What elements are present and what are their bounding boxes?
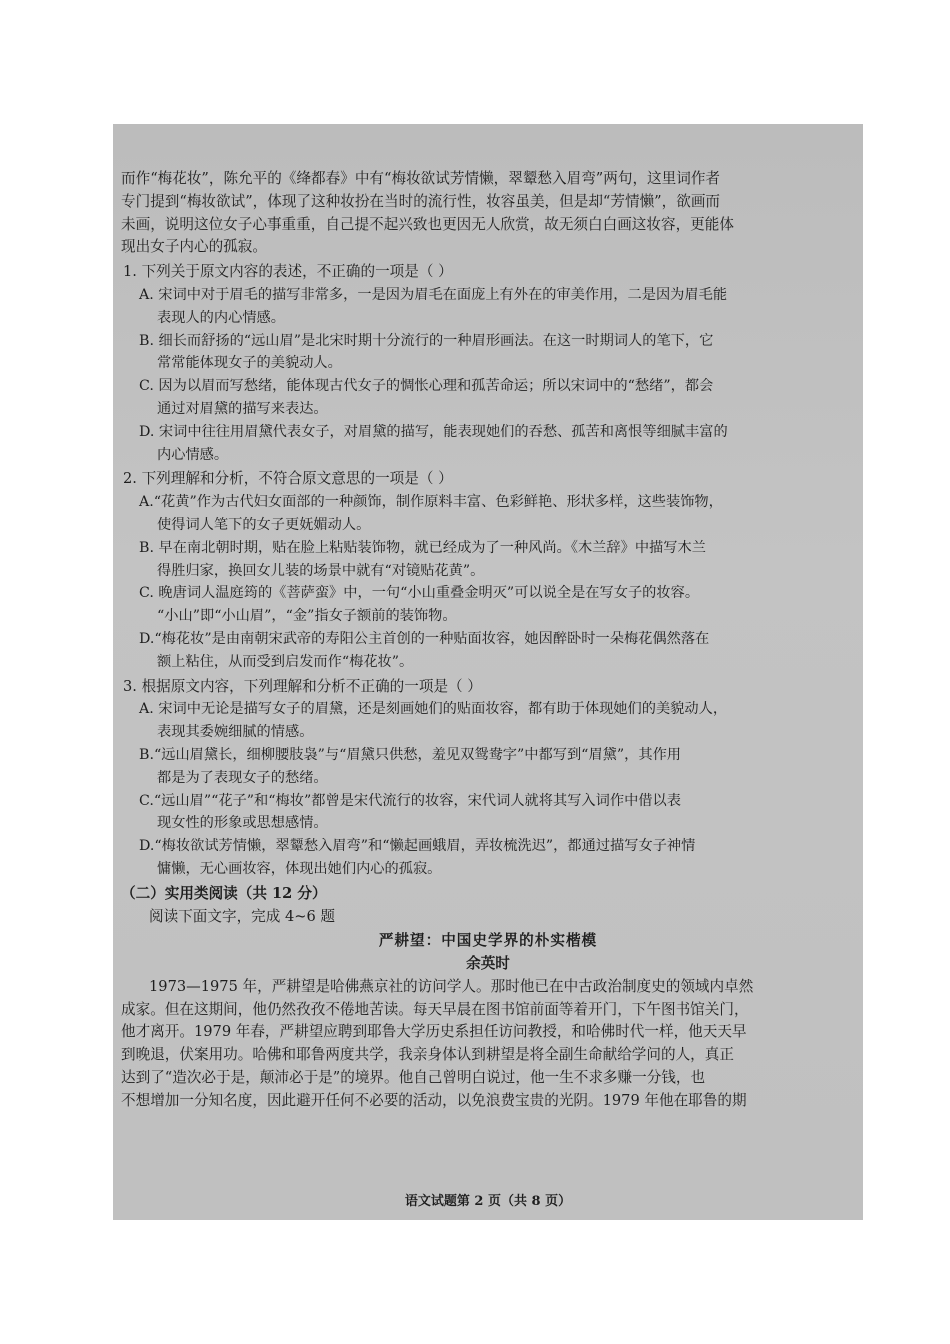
option-line: 通过对眉黛的描写来表达。 bbox=[157, 400, 328, 417]
intro-line: 现出女子内心的孤寂。 bbox=[121, 238, 267, 256]
intro-line: 而作“梅花妆”，陈允平的《绛都春》中有“梅妆欲试芳情懒，翠颦愁入眉弯”两句，这里词作者 bbox=[121, 170, 721, 187]
option-line: 常常能体现女子的美貌动人。 bbox=[157, 355, 342, 372]
option-line: C. 晚唐词人温庭筠的《菩萨蛮》中，一句“小山重叠金明灭”可以说全是在写女子的妆容。 bbox=[139, 585, 700, 602]
article-author: 余英时 bbox=[466, 955, 510, 973]
option-a bbox=[139, 491, 855, 537]
option-line: 额上粘住，从而受到启发而作“梅花妆”。 bbox=[157, 653, 414, 670]
option-line: 慵懒，无心画妆容，体现出她们内心的孤寂。 bbox=[157, 860, 442, 877]
option-c bbox=[139, 375, 855, 421]
article-line: 到晚退，伏案用功。哈佛和耶鲁两度共学，我亲身体认到耕望是将全副生命献给学问的人，真正 bbox=[121, 1046, 734, 1064]
option-line: A. 宋词中无论是描写女子的眉黛，还是刻画她们的贴面妆容，都有助于体现她们的美貌动人， bbox=[139, 701, 728, 718]
intro-paragraph bbox=[121, 168, 855, 259]
article-line: 1973—1975 年，严耕望是哈佛燕京社的访问学人。那时他已在中古政治制度史的领域内卓然 bbox=[149, 977, 754, 995]
option-line: 得胜归家，换回女儿装的场景中就有“对镜贴花黄”。 bbox=[157, 562, 485, 579]
option-d bbox=[139, 628, 855, 674]
option-d bbox=[139, 835, 855, 881]
intro-line: 未画，说明这位女子心事重重，自己提不起兴致也更因无人欣赏，故无须白白画这妆容，更能体 bbox=[121, 215, 734, 233]
option-line: D. 宋词中往往用眉黛代表女子，对眉黛的描写，能表现她们的吞愁、孤苦和离恨等细腻丰富的 bbox=[139, 423, 728, 440]
question-stem: 2. 下列理解和分析，不符合原文意思的一项是（ ） bbox=[123, 470, 453, 488]
option-line: D.“梅花妆”是由南朝宋武帝的寿阳公主首创的一种贴面妆容，她因醉卧时一朵梅花偶然落在 bbox=[139, 630, 710, 647]
option-line: A.“花黄”作为古代妇女面部的一种颜饰，制作原料丰富、色彩鲜艳、形状多样，这些装饰物， bbox=[139, 494, 723, 511]
option-line: 现女性的形象或思想感情。 bbox=[157, 815, 328, 832]
option-a bbox=[139, 698, 855, 744]
option-line: 内心情感。 bbox=[157, 446, 229, 463]
intro-line: 专门提到“梅妆欲试”，体现了这种妆扮在当时的流行性，妆容虽美，但是却“芳情懒”，欲画而 bbox=[121, 192, 721, 210]
option-line: A. 宋词中对于眉毛的描写非常多，一是因为眉毛在面庞上有外在的审美作用，二是因为眉毛能 bbox=[139, 286, 728, 303]
option-a bbox=[139, 284, 855, 330]
question-1 bbox=[121, 261, 855, 466]
question-3 bbox=[121, 676, 855, 881]
article-line: 他才离开。1979 年春，严耕望应聘到耶鲁大学历史系担任访问教授，和哈佛时代一样，他天天早 bbox=[121, 1023, 747, 1041]
option-b bbox=[139, 744, 855, 790]
scanned-exam-page bbox=[113, 124, 863, 1220]
article-line: 不想增加一分知名度，因此避开任何不必要的活动，以免浪费宝贵的光阴。1979 年他在耶鲁的期 bbox=[121, 1091, 747, 1109]
article-title: 严耕望：中国史学界的朴实楷模 bbox=[378, 932, 598, 950]
article-line: 成家。但在这期间，他仍然孜孜不倦地苦读。每天早晨在图书馆前面等着开门，下午图书馆关门， bbox=[121, 1000, 749, 1018]
option-line: B. 细长而舒扬的“远山眉”是北宋时期十分流行的一种眉形画法。在这一时期词人的笔下，它 bbox=[139, 332, 714, 349]
option-line: C. 因为以眉而写愁绪，能体现古代女子的惆怅心理和孤苦命运；所以宋词中的“愁绪”，都会 bbox=[139, 378, 714, 395]
option-c bbox=[139, 582, 855, 628]
option-line: 表现其委婉细腻的情感。 bbox=[157, 724, 314, 741]
option-line: D.“梅妆欲试芳情懒，翠颦愁入眉弯”和“懒起画蛾眉，弄妆梳洗迟”，都通过描写女子神情 bbox=[139, 838, 696, 855]
option-line: B.“远山眉黛长，细柳腰肢袅”与“眉黛只供愁，羞见双鸳鸯字”中都写到“眉黛”，其作用 bbox=[139, 746, 682, 763]
question-stem: 1. 下列关于原文内容的表述，不正确的一项是（ ） bbox=[123, 263, 453, 281]
option-line: “小山”即“小山眉”，“金”指女子额前的装饰物。 bbox=[157, 608, 457, 625]
section-instruction: 阅读下面文字，完成 4~6 题 bbox=[149, 907, 336, 925]
option-d bbox=[139, 421, 855, 467]
option-line: 使得词人笔下的女子更妩媚动人。 bbox=[157, 516, 371, 533]
option-line: C.“远山眉”“花子”和“梅妆”都曾是宋代流行的妆容，宋代词人就将其写入词作中借以表 bbox=[139, 792, 681, 809]
article-paragraph bbox=[121, 976, 855, 1113]
section-heading: （二）实用类阅读（共 12 分） bbox=[121, 884, 327, 902]
page-content bbox=[121, 168, 855, 1113]
page-footer: 语文试题第 2 页（共 8 页） bbox=[404, 1194, 572, 1209]
option-c bbox=[139, 790, 855, 836]
question-2 bbox=[121, 468, 855, 673]
article-line: 达到了“造次必于是，颠沛必于是”的境界。他自己曾明白说过，他一生不求多赚一分钱，也 bbox=[121, 1069, 706, 1087]
option-line: 表现人的内心情感。 bbox=[157, 309, 285, 326]
option-line: 都是为了表现女子的愁绪。 bbox=[157, 769, 328, 786]
option-b bbox=[139, 537, 855, 583]
question-stem: 3. 根据原文内容，下列理解和分析不正确的一项是（ ） bbox=[123, 677, 482, 695]
option-b bbox=[139, 330, 855, 376]
option-line: B. 早在南北朝时期，贴在脸上粘贴装饰物，就已经成为了一种风尚。《木兰辞》中描写木兰 bbox=[139, 539, 706, 556]
